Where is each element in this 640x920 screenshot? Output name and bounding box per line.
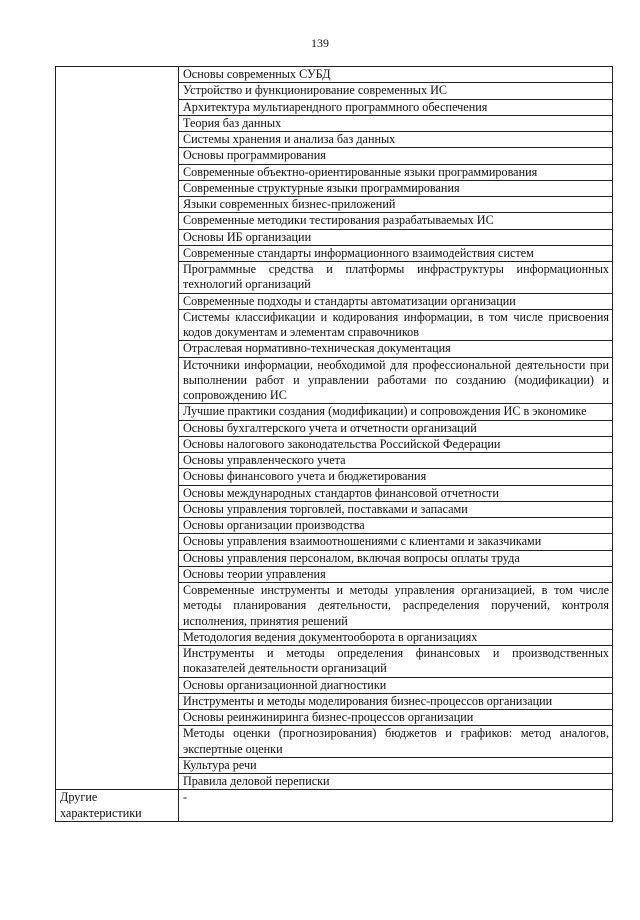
knowledge-item: Основы управления взаимоотношениями с клиентами и заказчиками — [179, 534, 613, 550]
knowledge-item: Основы теории управления — [179, 566, 613, 582]
other-characteristics-label: Другие характеристики — [56, 790, 179, 822]
knowledge-item: Правила деловой переписки — [179, 774, 613, 790]
knowledge-item: Лучшие практики создания (модификации) и сопровождения ИС в экономике — [179, 404, 613, 420]
knowledge-item: Основы современных СУБД — [179, 67, 613, 83]
knowledge-item: Современные структурные языки программирования — [179, 180, 613, 196]
knowledge-item: Современные методики тестирования разрабатываемых ИС — [179, 213, 613, 229]
knowledge-item: Основы ИБ организации — [179, 229, 613, 245]
knowledge-item: Теория баз данных — [179, 115, 613, 131]
knowledge-item: Современные стандарты информационного взаимодействия систем — [179, 245, 613, 261]
knowledge-item: Инструменты и методы определения финансовых и производственных показателей деятельности организаций — [179, 646, 613, 678]
page-number: 139 — [311, 36, 329, 50]
other-characteristics-value: - — [179, 790, 613, 822]
knowledge-item: Архитектура мультиарендного программного обеспечения — [179, 99, 613, 115]
knowledge-row — [56, 67, 613, 83]
knowledge-item: Основы управления торговлей, поставками и запасами — [179, 501, 613, 517]
knowledge-item: Устройство и функционирование современных ИС — [179, 83, 613, 99]
knowledge-item: Источники информации, необходимой для профессиональной деятельности при выполнении работ и управлении работами по созданию (модификации) и сопровождению ИС — [179, 357, 613, 404]
knowledge-item: Основы налогового законодательства Российской Федерации — [179, 436, 613, 452]
knowledge-item: Основы управления персоналом, включая вопросы оплаты труда — [179, 550, 613, 566]
knowledge-item: Современные объектно-ориентированные языки программирования — [179, 164, 613, 180]
knowledge-item: Основы реинжиниринга бизнес-процессов организации — [179, 710, 613, 726]
knowledge-item: Методология ведения документооборота в организациях — [179, 629, 613, 645]
knowledge-label-cell — [56, 67, 179, 790]
knowledge-item: Основы международных стандартов финансовой отчетности — [179, 485, 613, 501]
knowledge-item: Основы организации производства — [179, 518, 613, 534]
requirements-table — [55, 66, 613, 822]
knowledge-item: Основы организационной диагностики — [179, 677, 613, 693]
knowledge-item: Основы бухгалтерского учета и отчетности организаций — [179, 420, 613, 436]
knowledge-item: Языки современных бизнес-приложений — [179, 197, 613, 213]
knowledge-item: Инструменты и методы моделирования бизнес-процессов организации — [179, 693, 613, 709]
knowledge-item: Методы оценки (прогнозирования) бюджетов и графиков: метод аналогов, экспертные оценки — [179, 726, 613, 758]
knowledge-item: Основы программирования — [179, 148, 613, 164]
knowledge-item: Культура речи — [179, 757, 613, 773]
knowledge-item: Системы классификации и кодирования информации, в том числе присвоения кодов документам и элементам справочников — [179, 309, 613, 341]
knowledge-item: Современные подходы и стандарты автоматизации организации — [179, 293, 613, 309]
knowledge-item: Программные средства и платформы инфраструктуры информационных технологий организаций — [179, 262, 613, 294]
knowledge-item: Системы хранения и анализа баз данных — [179, 132, 613, 148]
knowledge-item: Современные инструменты и методы управления организацией, в том числе методы планирования деятельности, распределения поручений, контроля исполнения, принятия решений — [179, 583, 613, 630]
knowledge-item: Основы управленческого учета — [179, 453, 613, 469]
knowledge-item: Отраслевая нормативно-техническая документация — [179, 341, 613, 357]
other-characteristics-row — [56, 790, 613, 822]
knowledge-item: Основы финансового учета и бюджетирования — [179, 469, 613, 485]
requirements-table-body — [56, 67, 613, 822]
